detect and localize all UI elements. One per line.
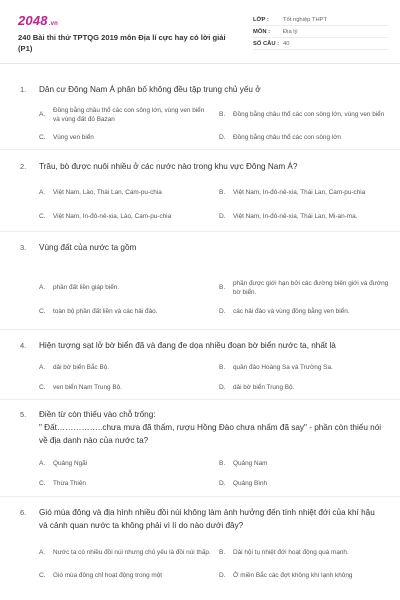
option-letter: C.	[39, 213, 46, 221]
option-text: phần được giới hạn bởi các đường biên giới và đường bờ biển.	[233, 279, 389, 296]
option-letter: A.	[39, 111, 46, 119]
meta-row-class	[253, 14, 388, 26]
option-text: Vùng ven biển	[53, 134, 94, 142]
option-letter: D.	[219, 213, 226, 221]
question-number: 2.	[20, 162, 27, 171]
question-text: Trâu, bò được nuôi nhiều ở các nước nào trong khu vực Đông Nam Á?	[39, 162, 298, 171]
option-d[interactable]	[219, 302, 391, 322]
option-letter: B.	[219, 364, 226, 372]
option-text: Quảng Bình	[233, 480, 268, 488]
option-letter: B.	[219, 549, 226, 557]
question-number: 3.	[20, 243, 27, 252]
option-b[interactable]	[219, 274, 391, 302]
question-number: 4.	[20, 341, 27, 350]
meta-key: MÔN :	[253, 28, 271, 35]
option-letter: A.	[39, 460, 46, 468]
option-b[interactable]	[219, 180, 391, 206]
option-letter: B.	[219, 284, 226, 292]
meta-key: SỐ CÂU :	[253, 40, 280, 47]
option-text: Việt Nam, In-đô-nê-xia, Thái Lan, Mi-an-ma.	[233, 213, 358, 221]
option-c[interactable]	[39, 378, 211, 398]
logo-text: 2048	[18, 13, 48, 28]
option-c[interactable]	[39, 302, 211, 322]
option-grid	[39, 180, 384, 228]
option-d[interactable]	[219, 206, 391, 228]
option-c[interactable]	[39, 206, 211, 228]
option-letter: B.	[219, 111, 226, 119]
option-d[interactable]	[219, 474, 391, 494]
option-text: dải bờ biển Bắc Bộ.	[53, 364, 110, 372]
option-text: ven biển Nam Trung Bộ.	[53, 384, 122, 392]
question-header	[20, 506, 384, 532]
option-grid	[39, 454, 384, 494]
option-text: Nước ta có nhiều đồi núi nhưng chủ yếu là đồi núi thấp.	[53, 549, 211, 557]
option-grid	[39, 358, 384, 398]
question-2	[0, 150, 400, 232]
option-letter: D.	[219, 480, 226, 488]
option-letter: B.	[219, 189, 226, 197]
option-letter: C.	[39, 134, 46, 142]
question-header	[20, 408, 384, 447]
question-header	[20, 339, 384, 352]
option-text: Đồng bằng châu thổ các con sông lớn, vùng ven biển	[233, 111, 385, 119]
option-letter: C.	[39, 480, 46, 488]
option-letter: A.	[39, 189, 46, 197]
option-c[interactable]	[39, 128, 211, 148]
logo-tld: .vn	[48, 21, 59, 27]
meta-row-subject	[253, 26, 388, 38]
option-text: Thừa Thiên	[53, 480, 86, 488]
question-4	[0, 330, 400, 400]
question-number: 5.	[20, 410, 27, 419]
option-letter: D.	[219, 572, 226, 580]
option-text: toàn bộ phần đất liền và các hải đảo.	[53, 308, 158, 316]
option-letter: C.	[39, 308, 46, 316]
option-text: Quảng Ngãi	[53, 460, 88, 468]
option-letter: A.	[39, 364, 46, 372]
option-c[interactable]	[39, 474, 211, 494]
question-text	[39, 408, 384, 447]
question-3	[0, 232, 400, 330]
meta-value: Địa lý	[283, 28, 298, 35]
option-text: Dải hội tụ nhiệt đới hoạt động quá mạnh.	[233, 549, 349, 557]
option-a[interactable]	[39, 540, 211, 566]
meta-value: 40	[283, 40, 290, 47]
question-header	[20, 83, 384, 96]
option-letter: A.	[39, 549, 46, 557]
option-d[interactable]	[219, 128, 391, 148]
page-title: 240 Bài thi thử TPTQG 2019 môn Địa lí cực hay có lời giải (P1)	[18, 33, 226, 53]
question-text: Dân cư Đông Nam Á phân bố không đều tập trung chủ yếu ở	[39, 85, 261, 94]
page-header	[0, 0, 400, 64]
option-letter: D.	[219, 134, 226, 142]
option-text: các hải đảo và vùng đồng bằng ven biển.	[233, 308, 350, 316]
option-text: Việt Nam, In-đô-nê-xia, Lào, Cam-pu-chia	[53, 213, 172, 221]
option-a[interactable]	[39, 358, 211, 378]
question-quote: " Đất……………..chưa mưa đã thấm, rượu Hồng Đào chưa nhấm đã say" - phần còn thiếu nói về địa danh nào của nước ta?	[39, 423, 382, 445]
option-letter: A.	[39, 284, 46, 292]
option-b[interactable]	[219, 102, 391, 128]
option-text: quần đảo Hoàng Sa và Trường Sa.	[233, 364, 333, 372]
option-a[interactable]	[39, 102, 211, 128]
option-text: Việt Nam, In-đô-nê-xia, Thái Lan, Cam-pu-chia	[233, 189, 366, 197]
question-text: Vùng đất của nước ta gồm	[39, 243, 137, 252]
question-5	[0, 400, 400, 497]
option-text: Việt Nam, Lào, Thái Lan, Cam-pu-chia	[53, 189, 162, 197]
option-text: Đồng bằng châu thổ các con sông lớn, vùng ven biển và vùng đất đỏ Bazan	[53, 106, 205, 123]
question-text: Hiện tượng sạt lở bờ biển đã và đang đe dọa nhiều đoạn bờ biển nước ta, nhất là	[39, 341, 336, 350]
meta-key: LỚP :	[253, 16, 269, 23]
option-text: Ở miền Bắc các đợt không khí lạnh không	[233, 572, 353, 580]
option-text: Gió mùa đông chỉ hoạt động trong một	[53, 572, 163, 580]
question-6	[0, 497, 400, 600]
option-d[interactable]	[219, 566, 391, 586]
option-text: phần đất liền giáp biển.	[53, 284, 120, 292]
option-a[interactable]	[39, 274, 211, 302]
question-header	[20, 241, 384, 254]
meta-row-count	[253, 38, 388, 50]
option-grid	[39, 274, 389, 322]
option-letter: D.	[219, 308, 226, 316]
meta-value: Tốt nghiệp THPT	[283, 16, 328, 23]
option-text: Quảng Nam	[233, 460, 268, 468]
question-header	[20, 160, 384, 173]
option-letter: D.	[219, 384, 226, 392]
option-grid	[39, 540, 384, 586]
option-grid	[39, 102, 384, 148]
question-number: 6.	[20, 508, 27, 517]
option-letter: C.	[39, 384, 46, 392]
question-prompt: Điền từ còn thiếu vào chỗ trống:	[39, 410, 156, 419]
option-text: Đồng bằng châu thổ các con sông lớn	[233, 134, 341, 142]
option-b[interactable]	[219, 540, 391, 566]
option-letter: B.	[219, 460, 226, 468]
option-d[interactable]	[219, 378, 391, 398]
option-a[interactable]	[39, 454, 211, 474]
question-list	[0, 74, 400, 600]
question-1	[0, 74, 400, 150]
option-b[interactable]	[219, 358, 391, 378]
site-logo[interactable]	[18, 13, 58, 28]
question-text: Gió mùa đông và địa hình nhiều đồi núi không làm ảnh hưởng đến tính nhiệt đới của khí hậu và cảnh quan nước ta không phải vì lí do nào dưới đây?	[39, 508, 375, 530]
option-b[interactable]	[219, 454, 391, 474]
option-c[interactable]	[39, 566, 211, 586]
option-a[interactable]	[39, 180, 211, 206]
option-text: dải bờ biển Trung Bộ.	[233, 384, 295, 392]
question-number: 1.	[20, 85, 27, 94]
option-letter: C.	[39, 572, 46, 580]
exam-meta	[253, 14, 388, 50]
